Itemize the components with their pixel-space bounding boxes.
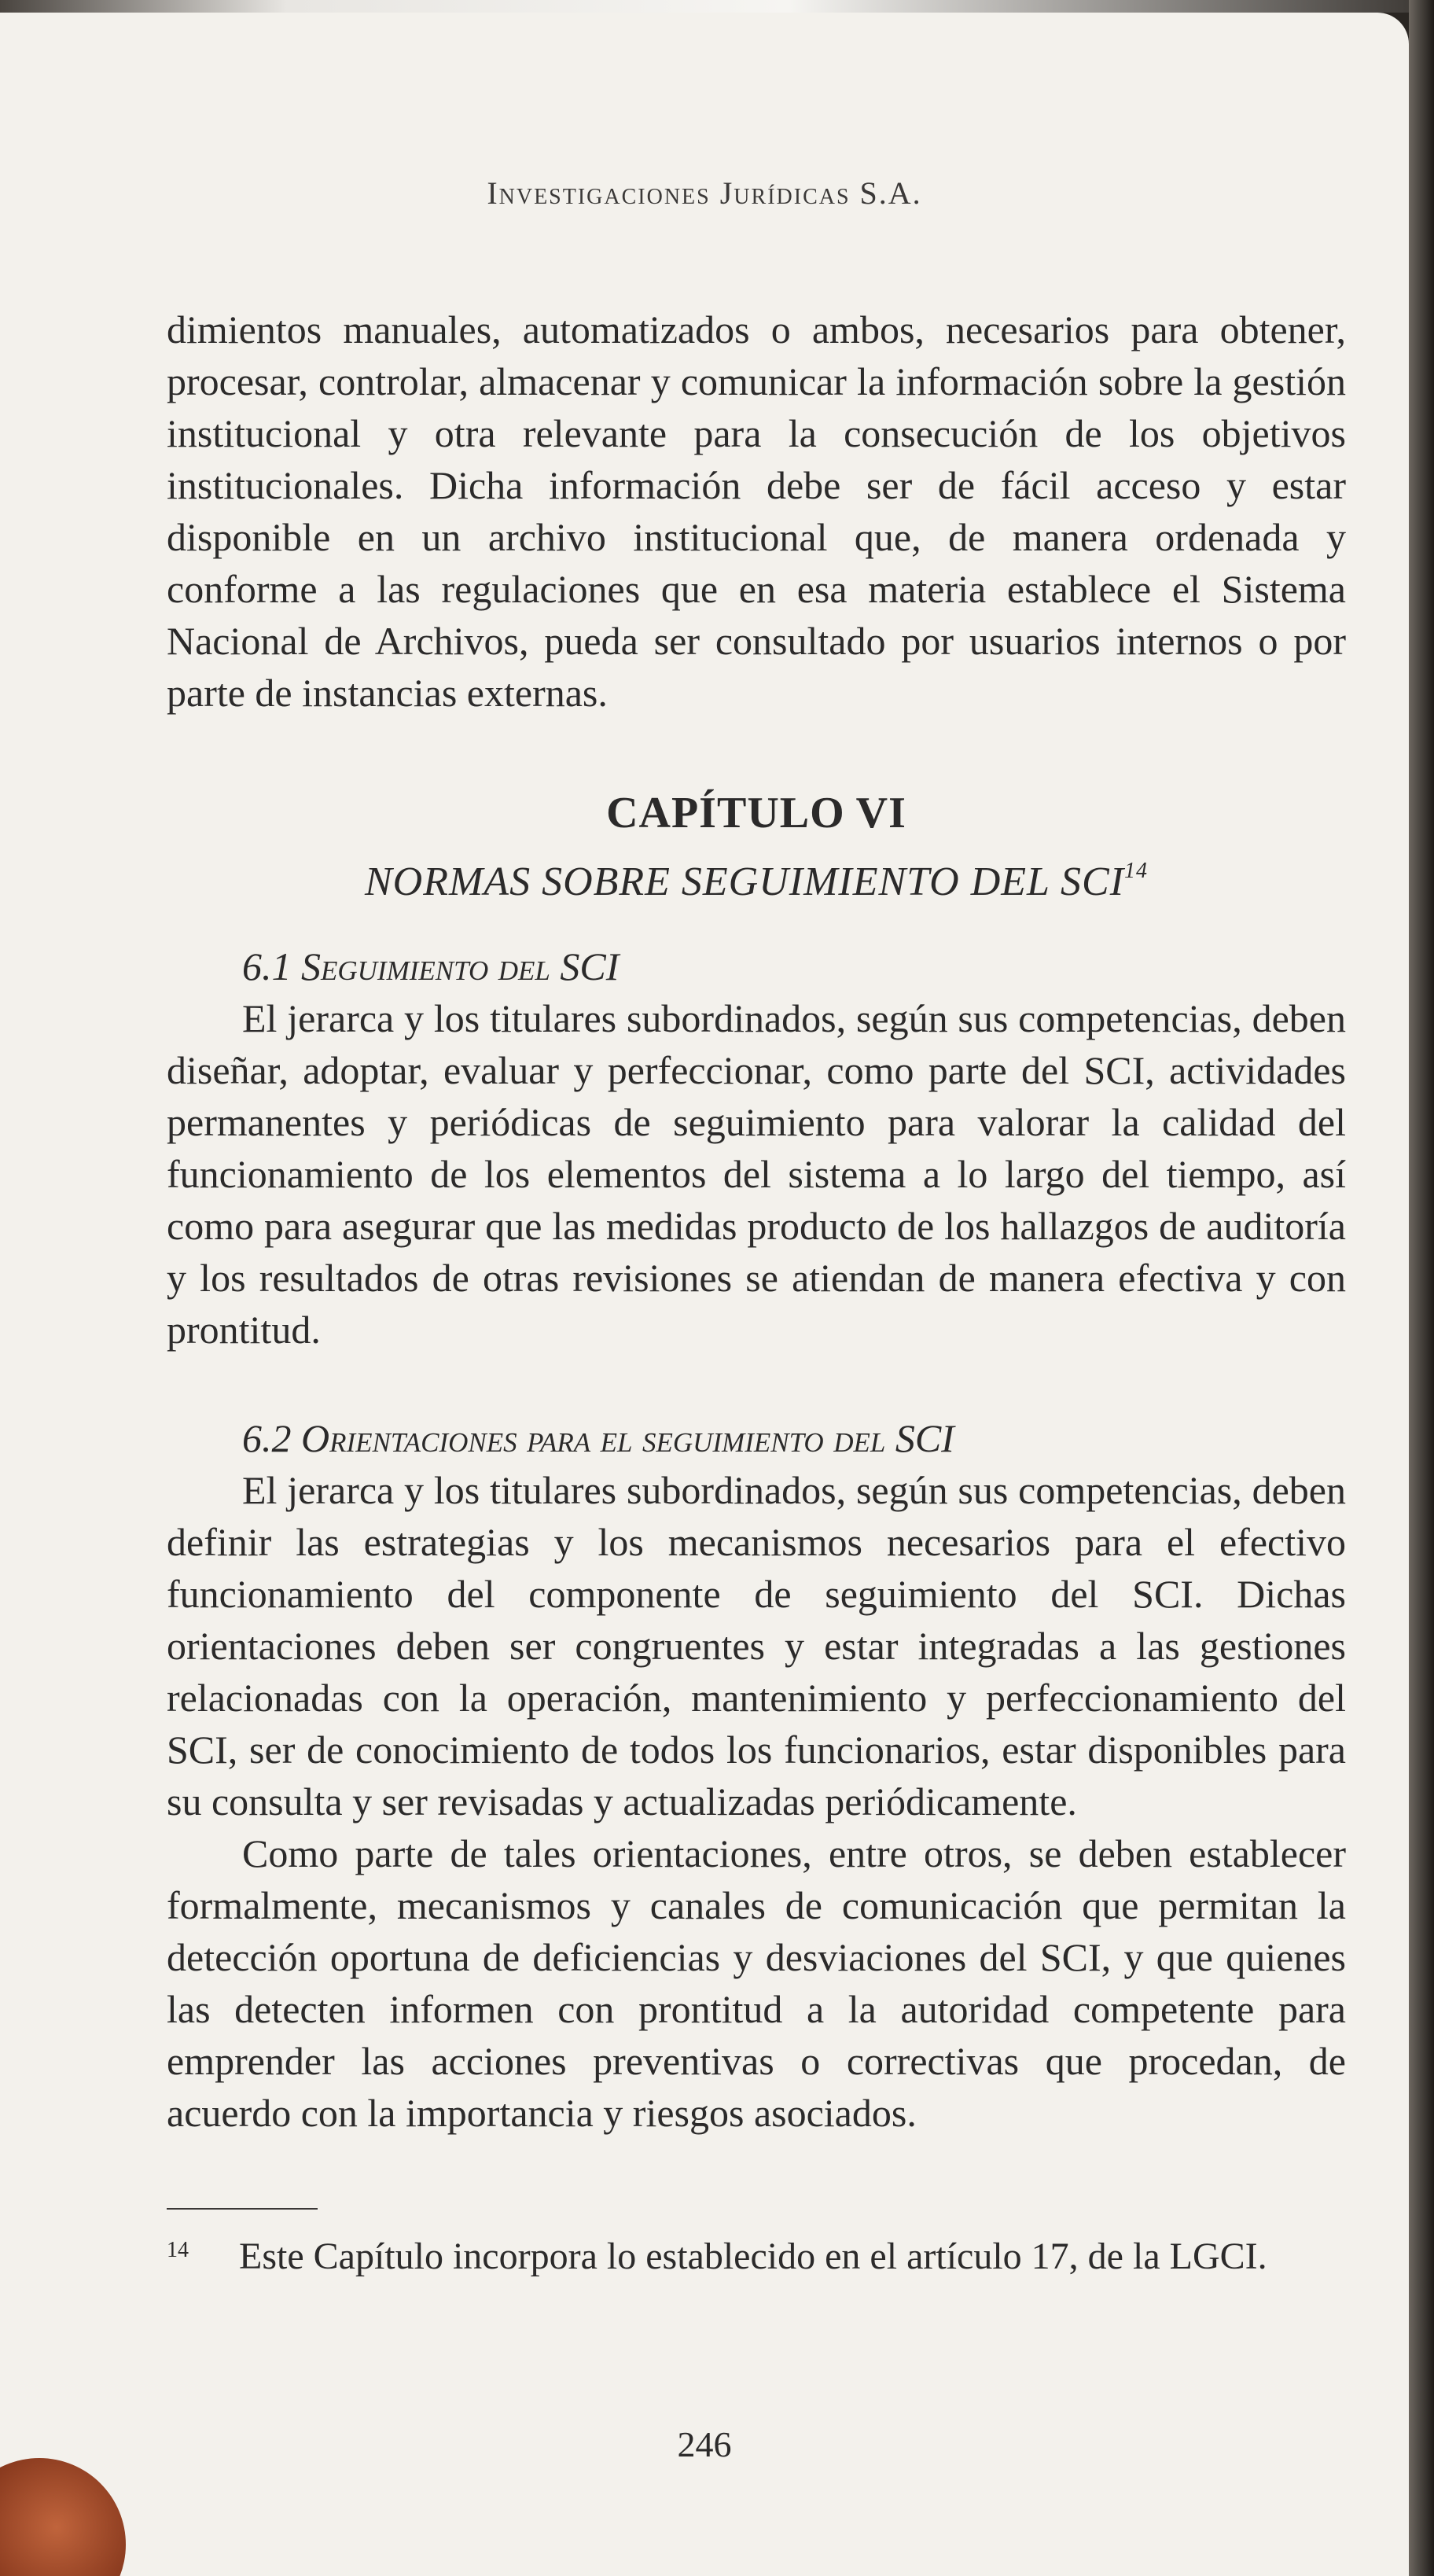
footnote <box>167 2232 1346 2282</box>
section-paragraph: El jerarca y los titulares subordinados, según sus competencias, deben definir las estrategias y los mecanismos necesarios para el efectivo funcionamiento del componente de seguimiento del SCI. Dichas orientaciones deben ser congruentes y estar integradas a las gestiones relacionadas con la operación, mantenimiento y perfeccionamiento del SCI, ser de conocimiento de todos los funcionarios, estar disponibles para su consulta y ser revisadas y actualizadas periódicamente. <box>167 1468 1346 1823</box>
footnote-reference[interactable]: 14 <box>1124 859 1149 883</box>
footnote-divider <box>167 2208 318 2210</box>
chapter-subtitle <box>167 843 1346 911</box>
page-number: 246 <box>677 2424 732 2464</box>
section-6-1 <box>167 940 1346 1356</box>
chapter-title: CAPÍTULO VI <box>606 789 906 837</box>
chapter-heading <box>167 783 1346 911</box>
section-6-2 <box>167 1412 1346 2139</box>
book-page <box>0 13 1409 2576</box>
page-top-edge <box>0 0 1434 13</box>
footnote-number: 14 <box>167 2238 189 2262</box>
footnote-text: Este Capítulo incorpora lo establecido en el artículo 17, de la LGCI. <box>239 2236 1267 2277</box>
section-paragraph: Como parte de tales orientaciones, entre otros, se deben establecer formalmente, mecanismos y canales de comunicación que permitan la detección oportuna de deficiencias y desviaciones del SCI, y que quienes las detecten informen con prontitud a la autoridad competente para emprender las acciones preventivas o correctivas que procedan, de acuerdo con la importancia y riesgos asociados. <box>167 1831 1346 2135</box>
section-heading: 6.1 Seguimiento del SCI <box>242 944 620 988</box>
chapter-subtitle-text: NORMAS SOBRE SEGUIMIENTO DEL SCI <box>364 859 1125 904</box>
running-head: Investigaciones Jurídicas S.A. <box>487 175 922 211</box>
page-right-edge <box>1409 0 1434 2576</box>
section-paragraph: El jerarca y los titulares subordinados, según sus competencias, deben diseñar, adoptar, evaluar y perfeccionar, como parte del SCI, actividades permanentes y periódicas de seguimiento para valorar la calidad del funcionamiento de los elementos del sistema a lo largo del tiempo, así como para asegurar que las medidas producto de los hallazgos de auditoría y los resultados de otras revisiones se atiendan de manera efectiva y con prontitud. <box>167 996 1346 1352</box>
intro-paragraph: dimientos manuales, automatizados o ambos, necesarios para obtener, procesar, controlar, almacenar y comunicar la información sobre la gestión institucional y otra relevante para la consecución de los objetivos institucionales. Dicha información debe ser de fácil acceso y estar disponible en un archivo institucional que, de manera ordenada y conforme a las regulaciones que en esa materia establece el Sistema Nacional de Archivos, pueda ser consultado por usuarios internos o por parte de instancias externas. <box>167 307 1346 715</box>
section-heading: 6.2 Orientaciones para el seguimiento del SCI <box>242 1416 954 1460</box>
thumb-photo-artifact <box>0 2458 126 2576</box>
